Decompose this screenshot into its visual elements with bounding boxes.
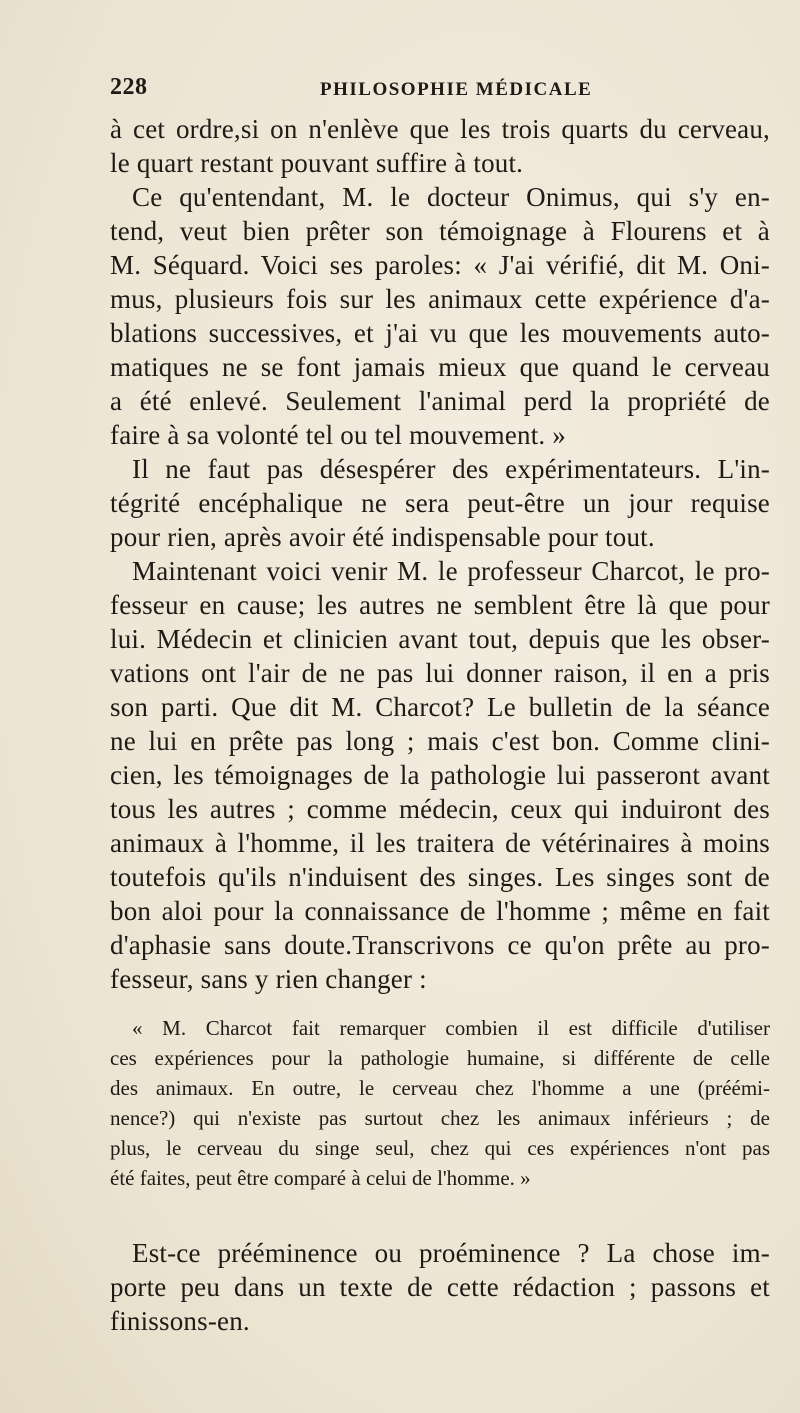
text-line: lui. Médecin et clinicien avant tout, depuis que les obser- — [110, 624, 770, 654]
text-line: tend, veut bien prêter son témoignage à Flourens et à — [110, 216, 770, 246]
text-line: cien, les témoignages de la pathologie lui passeront avant — [110, 760, 770, 790]
text-line: son parti. Que dit M. Charcot? Le bulletin de la séance — [110, 692, 770, 722]
text-line: M. Séquard. Voici ses paroles: « J'ai vérifié, dit M. Oni- — [110, 250, 770, 280]
quote-line: des animaux. En outre, le cerveau chez l'homme a une (préémi- — [110, 1076, 770, 1100]
text-line: fesseur, sans y rien changer : — [110, 964, 427, 994]
text-line: Est-ce prééminence ou proéminence ? La chose im- — [132, 1238, 770, 1268]
body-text — [110, 112, 770, 996]
text-line: Ce qu'entendant, M. le docteur Onimus, qui s'y en- — [132, 182, 770, 212]
page-number: 228 — [110, 74, 148, 100]
text-line: Maintenant voici venir M. le professeur Charcot, le pro- — [132, 556, 770, 586]
text-line: ne lui en prête pas long ; mais c'est bon. Comme clini- — [110, 726, 770, 756]
text-line: blations successives, et j'ai vu que les mouvements auto- — [110, 318, 770, 348]
text-line: toutefois qu'ils n'induisent des singes. Les singes sont de — [110, 862, 770, 892]
text-line: mus, plusieurs fois sur les animaux cette expérience d'a- — [110, 284, 770, 314]
quote-line: « M. Charcot fait remarquer combien il est difficile d'utiliser — [132, 1016, 770, 1040]
text-line: fesseur en cause; les autres ne semblent être là que pour — [110, 590, 770, 620]
text-line: vations ont l'air de ne pas lui donner raison, il en a pris — [110, 658, 770, 688]
text-line: le quart restant pouvant suffire à tout. — [110, 148, 524, 178]
text-line: Il ne faut pas désespérer des expérimentateurs. L'in- — [132, 454, 770, 484]
text-line: animaux à l'homme, il les traitera de vétérinaires à moins — [110, 828, 770, 858]
text-line: faire à sa volonté tel ou tel mouvement. » — [110, 420, 567, 450]
quote-line: été faites, peut être comparé à celui de l'homme. » — [110, 1166, 531, 1190]
text-line: tégrité encéphalique ne sera peut-être un jour requise — [110, 488, 770, 518]
text-line: a été enlevé. Seulement l'animal perd la propriété de — [110, 386, 770, 416]
quote-line: nence?) qui n'existe pas surtout chez les animaux inférieurs ; de — [110, 1106, 770, 1130]
text-line: matiques ne se font jamais mieux que quand le cerveau — [110, 352, 770, 382]
page-header — [110, 74, 770, 104]
text-line: à cet ordre,si on n'enlève que les trois quarts du cerveau, — [110, 114, 770, 144]
quote-line: ces expériences pour la pathologie humaine, si différente de celle — [110, 1046, 770, 1070]
running-head: PHILOSOPHIE MÉDICALE — [320, 79, 593, 100]
closing-paragraph — [110, 1236, 770, 1338]
quote-line: plus, le cerveau du singe seul, chez qui ces expériences n'ont pas — [110, 1136, 770, 1160]
block-quote — [110, 1013, 770, 1193]
text-line: d'aphasie sans doute.Transcrivons ce qu'on prête au pro- — [110, 930, 770, 960]
text-line: pour rien, après avoir été indispensable pour tout. — [110, 522, 655, 552]
text-line: finissons-en. — [110, 1306, 250, 1336]
text-line: tous les autres ; comme médecin, ceux qui induiront des — [110, 794, 770, 824]
text-line: bon aloi pour la connaissance de l'homme ; même en fait — [110, 896, 770, 926]
text-line: porte peu dans un texte de cette rédaction ; passons et — [110, 1272, 770, 1302]
